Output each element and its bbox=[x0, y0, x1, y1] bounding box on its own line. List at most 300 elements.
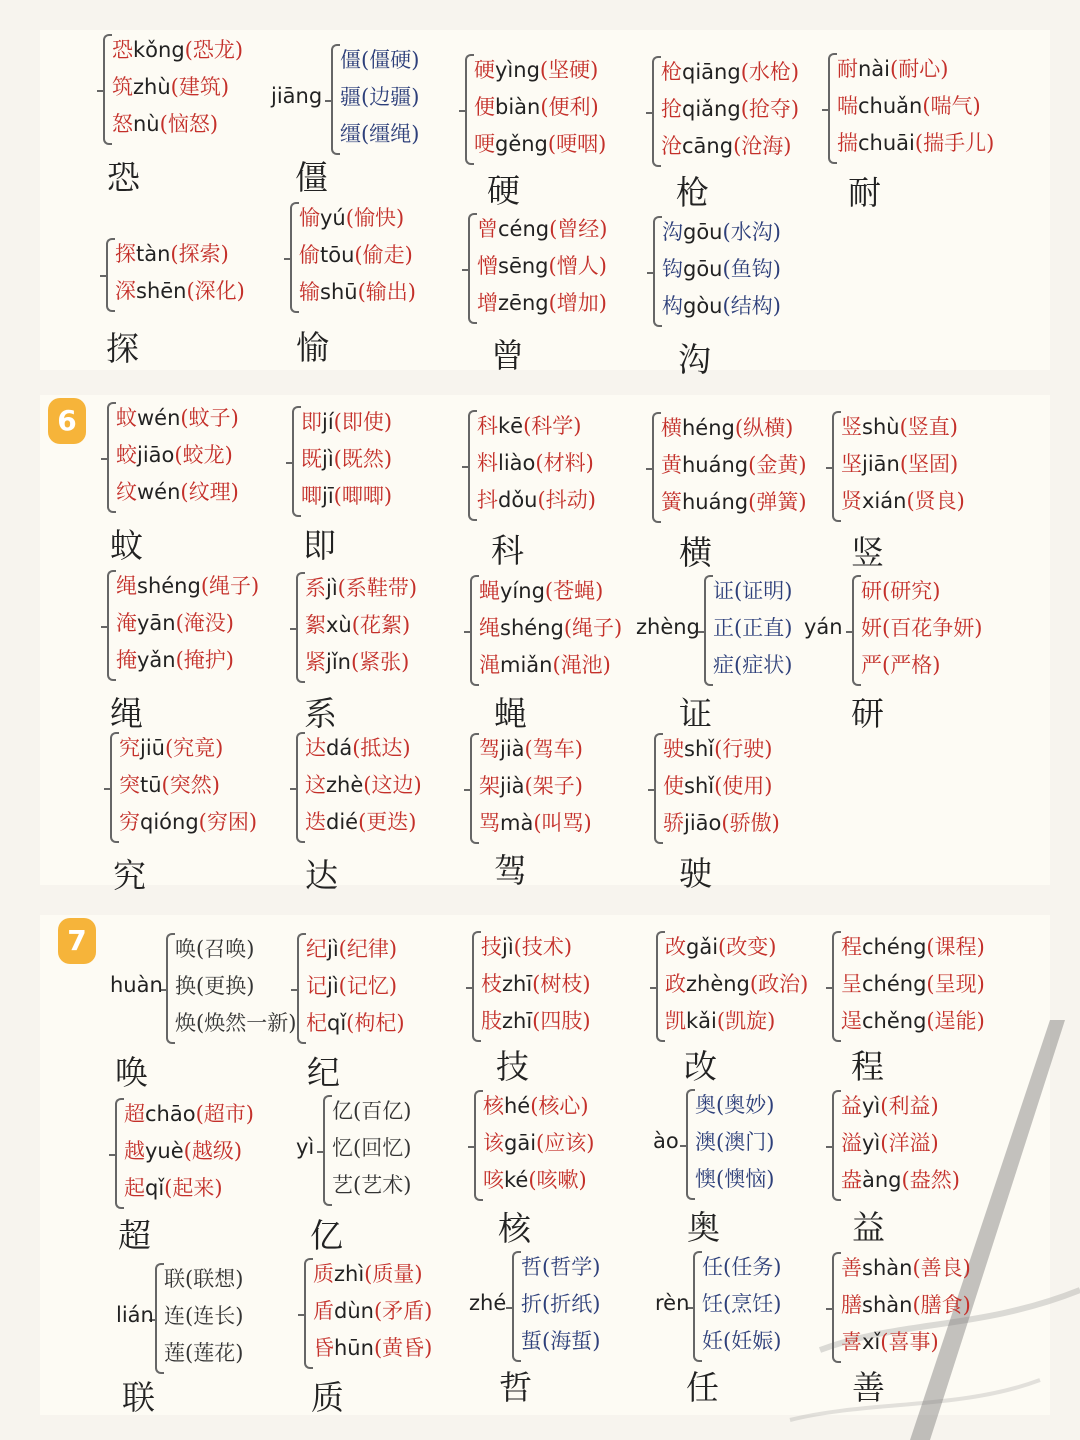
entry-row bbox=[661, 484, 807, 520]
entry-word: (盎然) bbox=[901, 1168, 960, 1192]
entry-char: 驶 bbox=[663, 737, 684, 761]
head-character: 超 bbox=[118, 1216, 151, 1255]
entry-char: 耐 bbox=[837, 57, 858, 81]
head-character: 联 bbox=[122, 1378, 155, 1417]
entry-word: (缰绳) bbox=[361, 122, 420, 146]
entry-word: (逞能) bbox=[926, 1009, 985, 1033]
head-character: 驶 bbox=[679, 854, 712, 893]
bracket bbox=[103, 34, 112, 145]
entry-pinyin: wén bbox=[137, 406, 181, 430]
entry-pinyin: miǎn bbox=[500, 653, 553, 677]
entry-row bbox=[115, 236, 229, 272]
entry-char: 怒 bbox=[112, 112, 133, 136]
bracket bbox=[297, 933, 306, 1044]
bracket bbox=[468, 213, 477, 324]
head-character: 任 bbox=[686, 1368, 719, 1407]
entry-char: 钩 bbox=[662, 257, 683, 281]
entry-word: (折纸) bbox=[542, 1292, 601, 1316]
entry-row bbox=[841, 1088, 939, 1124]
entry-pinyin: jì bbox=[327, 937, 339, 961]
entry-row bbox=[301, 404, 392, 440]
entry-word: (枸杞) bbox=[346, 1011, 405, 1035]
entry-word: (使用) bbox=[714, 774, 773, 798]
entry-pinyin: gòu bbox=[683, 294, 723, 318]
entry-pinyin: jiān bbox=[862, 452, 900, 476]
entry-pinyin: zhī bbox=[502, 1009, 533, 1033]
entry-row bbox=[661, 128, 791, 164]
entry-word: (奥妙) bbox=[716, 1093, 775, 1117]
entry-char: 淹 bbox=[116, 611, 137, 635]
entry-word: (曾经) bbox=[549, 217, 608, 241]
entry-pinyin: wén bbox=[137, 480, 181, 504]
entry-pinyin: shéng bbox=[500, 616, 564, 640]
entry-word: (海蜇) bbox=[542, 1329, 601, 1353]
bracket bbox=[107, 402, 116, 513]
entry-row bbox=[479, 610, 622, 646]
shared-pinyin: huàn bbox=[110, 972, 163, 997]
bracket bbox=[832, 1090, 841, 1201]
entry-char: 哲 bbox=[521, 1255, 542, 1279]
entry-row bbox=[299, 274, 416, 310]
entry-word: (严格) bbox=[882, 653, 941, 677]
head-character: 愉 bbox=[296, 328, 329, 367]
entry-row bbox=[116, 474, 239, 510]
entry-pinyin: jiāo bbox=[684, 811, 722, 835]
entry-pinyin: yǎn bbox=[137, 648, 176, 672]
bracket bbox=[290, 202, 299, 313]
entry-row bbox=[702, 1249, 781, 1285]
entry-char: 亿 bbox=[332, 1099, 353, 1123]
entry-word: (坚硬) bbox=[539, 58, 599, 82]
entry-row bbox=[306, 1005, 405, 1041]
entry-char: 严 bbox=[861, 653, 882, 677]
entry-row bbox=[861, 610, 982, 646]
head-character: 亿 bbox=[310, 1216, 343, 1255]
entry-char: 懊 bbox=[695, 1167, 716, 1191]
entry-char: 科 bbox=[477, 414, 498, 438]
entry-char: 绳 bbox=[479, 616, 500, 640]
entry-word: (质量) bbox=[364, 1262, 423, 1286]
entry-pinyin: gōu bbox=[683, 220, 723, 244]
entry-word: (任务) bbox=[723, 1255, 782, 1279]
entry-pinyin: hūn bbox=[334, 1336, 374, 1360]
entry-pinyin: jià bbox=[500, 737, 525, 761]
entry-row bbox=[119, 804, 257, 840]
shared-pinyin: rèn bbox=[655, 1290, 690, 1315]
entry-word: (水沟) bbox=[722, 220, 781, 244]
bracket bbox=[704, 575, 713, 686]
entry-pinyin: xǐ bbox=[862, 1330, 881, 1354]
entry-row bbox=[305, 730, 411, 766]
entry-char: 喜 bbox=[841, 1330, 862, 1354]
entry-pinyin: jiāo bbox=[137, 443, 175, 467]
entry-char: 研 bbox=[861, 579, 882, 603]
entry-pinyin: shàn bbox=[862, 1293, 913, 1317]
entry-row bbox=[112, 32, 243, 68]
entry-char: 簧 bbox=[661, 490, 682, 514]
entry-pinyin: chěng bbox=[862, 1009, 927, 1033]
entry-pinyin: gǎi bbox=[686, 935, 719, 959]
entry-word: (唧唧) bbox=[333, 484, 393, 508]
entry-row bbox=[477, 211, 608, 247]
bracket bbox=[331, 44, 340, 155]
entry-row bbox=[112, 69, 229, 105]
entry-pinyin: dǒu bbox=[498, 488, 538, 512]
entry-char: 横 bbox=[661, 416, 682, 440]
entry-row bbox=[301, 478, 392, 514]
entry-char: 硬 bbox=[474, 58, 495, 82]
shared-pinyin: jiāng bbox=[271, 83, 323, 108]
entry-char: 记 bbox=[306, 974, 327, 998]
entry-row bbox=[340, 116, 419, 152]
entry-word: (抵达) bbox=[352, 736, 411, 760]
entry-row bbox=[305, 570, 417, 606]
entry-row bbox=[306, 931, 397, 967]
entry-char: 既 bbox=[301, 447, 322, 471]
entry-row bbox=[661, 447, 807, 483]
entry-char: 政 bbox=[665, 972, 686, 996]
entry-row bbox=[116, 400, 239, 436]
entry-row bbox=[313, 1293, 432, 1329]
entry-row bbox=[119, 730, 223, 766]
entry-char: 证 bbox=[713, 579, 734, 603]
entry-row bbox=[702, 1323, 781, 1359]
entry-char: 绳 bbox=[116, 574, 137, 598]
entry-char: 抢 bbox=[661, 97, 682, 121]
head-character: 科 bbox=[491, 531, 524, 570]
entry-char: 架 bbox=[479, 774, 500, 798]
entry-pinyin: àng bbox=[862, 1168, 902, 1192]
shared-pinyin: lián bbox=[116, 1302, 154, 1327]
entry-pinyin: céng bbox=[498, 217, 550, 241]
entry-char: 系 bbox=[305, 576, 326, 600]
bracket bbox=[106, 238, 115, 312]
entry-word: (矛盾) bbox=[373, 1299, 433, 1323]
entry-row bbox=[340, 42, 419, 78]
entry-word: (坚固) bbox=[899, 452, 959, 476]
entry-row bbox=[299, 237, 413, 273]
entry-char: 僵 bbox=[340, 48, 361, 72]
entry-word: (喘气) bbox=[922, 94, 981, 118]
entry-char: 迭 bbox=[305, 810, 326, 834]
entry-row bbox=[661, 91, 799, 127]
entry-char: 疆 bbox=[340, 85, 361, 109]
entry-pinyin: qióng bbox=[140, 810, 199, 834]
entry-row bbox=[663, 731, 772, 767]
bracket bbox=[686, 1089, 695, 1200]
entry-row bbox=[841, 929, 985, 965]
entry-word: (淹没) bbox=[175, 611, 234, 635]
entry-word: (树枝) bbox=[532, 972, 591, 996]
entry-word: (政治) bbox=[749, 972, 809, 996]
entry-word: (烹饪) bbox=[723, 1292, 782, 1316]
bracket bbox=[115, 1098, 124, 1209]
entry-word: (弹簧) bbox=[748, 490, 807, 514]
entry-pinyin: héng bbox=[682, 416, 735, 440]
entry-word: (突然) bbox=[161, 773, 220, 797]
entry-row bbox=[305, 644, 409, 680]
entry-row bbox=[119, 767, 220, 803]
entry-word: (这边) bbox=[363, 773, 422, 797]
bracket bbox=[304, 1258, 313, 1369]
entry-char: 愉 bbox=[299, 206, 320, 230]
entry-word: (紧张) bbox=[350, 650, 410, 674]
entry-pinyin: dá bbox=[326, 736, 353, 760]
head-character: 硬 bbox=[487, 171, 520, 210]
entry-char: 便 bbox=[474, 95, 495, 119]
entry-char: 纹 bbox=[116, 480, 137, 504]
entry-row bbox=[305, 767, 422, 803]
entry-char: 黄 bbox=[661, 453, 682, 477]
entry-pinyin: shù bbox=[862, 415, 900, 439]
bracket bbox=[296, 572, 305, 683]
entry-char: 换 bbox=[175, 974, 196, 998]
shared-pinyin: zhé bbox=[469, 1290, 507, 1315]
entry-pinyin: kǒng bbox=[133, 38, 185, 62]
entry-row bbox=[837, 88, 981, 124]
entry-word: (金黄) bbox=[748, 453, 807, 477]
entry-pinyin: chéng bbox=[862, 935, 927, 959]
entry-row bbox=[477, 445, 594, 481]
entry-char: 忆 bbox=[332, 1136, 353, 1160]
entry-pinyin: zhè bbox=[326, 773, 364, 797]
entry-pinyin: shēn bbox=[136, 279, 187, 303]
entry-char: 饪 bbox=[702, 1292, 723, 1316]
entry-char: 筑 bbox=[112, 75, 133, 99]
entry-word: (核心) bbox=[530, 1094, 589, 1118]
entry-word: (课程) bbox=[926, 935, 985, 959]
head-character: 驾 bbox=[494, 851, 527, 890]
entry-char: 恐 bbox=[112, 38, 133, 62]
entry-pinyin: shū bbox=[320, 280, 358, 304]
entry-pinyin: nài bbox=[858, 57, 891, 81]
bracket bbox=[166, 933, 175, 1044]
entry-row bbox=[521, 1286, 600, 1322]
entry-word: (科学) bbox=[523, 414, 582, 438]
entry-pinyin: zēng bbox=[498, 291, 549, 315]
entry-word: (妊娠) bbox=[723, 1329, 782, 1353]
entry-char: 沟 bbox=[662, 220, 683, 244]
entry-char: 蚊 bbox=[116, 406, 137, 430]
entry-char: 技 bbox=[481, 935, 502, 959]
entry-row bbox=[841, 409, 958, 445]
entry-row bbox=[332, 1167, 411, 1203]
head-character: 枪 bbox=[676, 173, 709, 212]
entry-pinyin: chuāi bbox=[858, 131, 915, 155]
entry-word: (掩护) bbox=[175, 648, 234, 672]
entry-row bbox=[483, 1088, 589, 1124]
entry-char: 唤 bbox=[175, 937, 196, 961]
entry-word: (凯旋) bbox=[716, 1009, 776, 1033]
entry-word: (骄傲) bbox=[721, 811, 780, 835]
entry-row bbox=[483, 1125, 594, 1161]
bracket bbox=[656, 931, 665, 1042]
entry-pinyin: ké bbox=[504, 1168, 529, 1192]
entry-char: 唧 bbox=[301, 484, 322, 508]
entry-word: (材料) bbox=[535, 451, 594, 475]
entry-pinyin: jià bbox=[500, 774, 525, 798]
bracket bbox=[832, 411, 841, 522]
section-badge-1: 6 bbox=[48, 398, 86, 444]
entry-row bbox=[124, 1133, 242, 1169]
entry-row bbox=[306, 968, 397, 1004]
shared-pinyin: yì bbox=[296, 1134, 315, 1159]
entry-word: (苍蝇) bbox=[544, 579, 604, 603]
entry-char: 妊 bbox=[702, 1329, 723, 1353]
entry-word: (懊恼) bbox=[716, 1167, 775, 1191]
entry-row bbox=[115, 273, 245, 309]
head-character: 竖 bbox=[851, 533, 884, 572]
entry-char: 任 bbox=[702, 1255, 723, 1279]
entry-row bbox=[861, 647, 940, 683]
entry-row bbox=[841, 1162, 960, 1198]
entry-char: 枝 bbox=[481, 972, 502, 996]
entry-row bbox=[164, 1335, 243, 1371]
entry-row bbox=[661, 54, 799, 90]
entry-row bbox=[521, 1249, 600, 1285]
entry-pinyin: yìng bbox=[495, 58, 540, 82]
entry-pinyin: tōu bbox=[320, 243, 355, 267]
entry-char: 溢 bbox=[841, 1131, 862, 1155]
entry-char: 究 bbox=[119, 736, 140, 760]
bracket bbox=[323, 1095, 332, 1206]
entry-pinyin: chuǎn bbox=[858, 94, 923, 118]
entry-pinyin: jì bbox=[502, 935, 514, 959]
bracket bbox=[468, 410, 477, 521]
entry-pinyin: kē bbox=[498, 414, 524, 438]
entry-pinyin: jī bbox=[322, 484, 334, 508]
entry-row bbox=[483, 1162, 587, 1198]
entry-row bbox=[112, 106, 218, 142]
entry-char: 曾 bbox=[477, 217, 498, 241]
entry-char: 即 bbox=[301, 410, 322, 434]
entry-word: (联想) bbox=[185, 1267, 244, 1291]
bracket bbox=[296, 732, 305, 843]
entry-row bbox=[841, 1250, 971, 1286]
entry-word: (澳门) bbox=[716, 1130, 775, 1154]
head-character: 哲 bbox=[499, 1368, 532, 1407]
entry-word: (抢夺) bbox=[740, 97, 800, 121]
entry-pinyin: chéng bbox=[862, 972, 927, 996]
entry-char: 焕 bbox=[175, 1011, 196, 1035]
entry-word: (揣手儿) bbox=[914, 131, 995, 155]
entry-word: (驾车) bbox=[524, 737, 583, 761]
bracket bbox=[465, 54, 474, 165]
entry-pinyin: huáng bbox=[682, 453, 749, 477]
head-character: 改 bbox=[684, 1047, 717, 1086]
entry-row bbox=[837, 51, 948, 87]
bracket bbox=[652, 412, 661, 523]
entry-word: (渑池) bbox=[552, 653, 611, 677]
bracket bbox=[292, 406, 301, 517]
entry-pinyin: hé bbox=[504, 1094, 531, 1118]
entry-row bbox=[116, 605, 234, 641]
entry-word: (边疆) bbox=[361, 85, 420, 109]
entry-word: (咳嗽) bbox=[528, 1168, 587, 1192]
entry-char: 偷 bbox=[299, 243, 320, 267]
bracket bbox=[470, 575, 479, 686]
head-character: 探 bbox=[106, 329, 139, 368]
entry-row bbox=[116, 568, 259, 604]
entry-row bbox=[474, 126, 606, 162]
entry-row bbox=[841, 1125, 939, 1161]
entry-char: 益 bbox=[841, 1094, 862, 1118]
entry-word: (应该) bbox=[536, 1131, 595, 1155]
entry-pinyin: dié bbox=[326, 810, 359, 834]
entry-char: 正 bbox=[713, 616, 734, 640]
entry-char: 改 bbox=[665, 935, 686, 959]
entry-pinyin: jì bbox=[322, 447, 334, 471]
entry-char: 沧 bbox=[661, 134, 682, 158]
entry-word: (起来) bbox=[164, 1176, 223, 1200]
entry-word: (既然) bbox=[333, 447, 393, 471]
entry-row bbox=[841, 1324, 939, 1360]
entry-word: (穷困) bbox=[198, 810, 258, 834]
bracket bbox=[693, 1251, 702, 1362]
entry-row bbox=[305, 804, 416, 840]
entry-word: (恼怒) bbox=[159, 112, 219, 136]
entry-char: 突 bbox=[119, 773, 140, 797]
entry-row bbox=[665, 966, 808, 1002]
entry-word: (抖动) bbox=[537, 488, 596, 512]
entry-char: 输 bbox=[299, 280, 320, 304]
entry-char: 增 bbox=[477, 291, 498, 315]
entry-row bbox=[477, 248, 607, 284]
entry-pinyin: jiū bbox=[140, 736, 165, 760]
entry-row bbox=[479, 573, 603, 609]
head-character: 善 bbox=[852, 1368, 885, 1407]
entry-char: 骄 bbox=[663, 811, 684, 835]
entry-char: 盾 bbox=[313, 1299, 334, 1323]
entry-char: 杞 bbox=[306, 1011, 327, 1035]
entry-word: (偷走) bbox=[354, 243, 413, 267]
entry-char: 喘 bbox=[837, 94, 858, 118]
head-character: 耐 bbox=[848, 173, 881, 212]
entry-char: 超 bbox=[124, 1102, 145, 1126]
entry-pinyin: zhī bbox=[502, 972, 533, 996]
entry-row bbox=[695, 1161, 774, 1197]
entry-pinyin: kǎi bbox=[686, 1009, 717, 1033]
entry-row bbox=[124, 1170, 223, 1206]
entry-char: 深 bbox=[115, 279, 136, 303]
entry-row bbox=[713, 647, 792, 683]
entry-word: (绳子) bbox=[200, 574, 260, 598]
bracket bbox=[653, 216, 662, 327]
entry-row bbox=[665, 1003, 775, 1039]
entry-word: (膳食) bbox=[912, 1293, 971, 1317]
bracket bbox=[472, 931, 481, 1042]
entry-word: (越级) bbox=[183, 1139, 243, 1163]
entry-pinyin: biàn bbox=[495, 95, 541, 119]
entry-char: 起 bbox=[124, 1176, 145, 1200]
entry-char: 构 bbox=[662, 294, 683, 318]
bracket bbox=[110, 732, 119, 843]
entry-word: (艺术) bbox=[353, 1173, 412, 1197]
entry-word: (水枪) bbox=[740, 60, 800, 84]
entry-char: 质 bbox=[313, 1262, 334, 1286]
head-character: 技 bbox=[496, 1047, 529, 1086]
entry-word: (纪律) bbox=[338, 937, 398, 961]
entry-pinyin: zhèng bbox=[686, 972, 750, 996]
head-character: 纪 bbox=[307, 1053, 340, 1092]
entry-word: (沧海) bbox=[733, 134, 792, 158]
entry-word: (更换) bbox=[196, 974, 255, 998]
entry-char: 使 bbox=[663, 774, 684, 798]
entry-word: (蚊子) bbox=[180, 406, 239, 430]
entry-word: (改变) bbox=[718, 935, 777, 959]
entry-char: 缰 bbox=[340, 122, 361, 146]
entry-row bbox=[479, 805, 592, 841]
